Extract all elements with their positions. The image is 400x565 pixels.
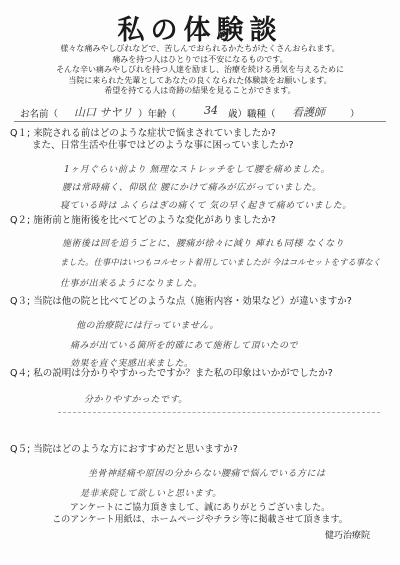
question-line: Q３; 当院は他の院と比べてどのような点（施術内容・効果など）が違いますか?: [10, 296, 352, 307]
job-value: 看護師: [292, 106, 325, 119]
page-title: 私の体験談: [117, 15, 283, 46]
clinic-name: 健巧治療院: [324, 531, 370, 541]
intro-line: そんな辛い痛みやしびれを持つ人達を励まし、治療を続ける勇気を与えるために: [56, 65, 344, 75]
answer-line: 仕事が出来るようになりました。: [60, 279, 203, 289]
answer-line: 効果を直ぐ実感出来ました。: [70, 359, 194, 369]
intro-line: 当院に来られた先輩としてあなたの良くなられた体験談をお願いします。: [68, 75, 332, 85]
name-value: 山口 サヤリ: [74, 106, 133, 119]
info-close: ）: [350, 109, 360, 120]
info-underline: [14, 121, 386, 122]
answer-rule: [58, 412, 380, 413]
answer-line: ました。仕事中はいつもコルセット着用していましたが 今はコルセットをする事なく: [60, 257, 381, 267]
answer-line: 分かりやすかったです。: [84, 395, 188, 405]
answer-line: 施術後は回を追うごとに、腰痛が徐々に減り 痺れも同様 なくなり: [62, 239, 345, 249]
answer-line: 他の治療院には行っていません。: [76, 321, 220, 331]
intro-line: 希望を持てる人は奇跡の結果を見ることができます。: [104, 86, 296, 96]
question-4: [10, 368, 333, 380]
name-label: お名前（: [20, 109, 59, 120]
intro-line: 痛みを持つ人はひとりでは不安になるものです。: [112, 54, 288, 64]
job-label: 歳）職種（: [228, 109, 276, 120]
age-label: ）年齢（: [138, 109, 177, 120]
answer-line: 寝ている時は ふくらはぎの痛くて 気の早く起きて痛めていました。: [60, 201, 352, 211]
answer-line: 坐骨神経痛や原因の分からない腰痛で悩んでいる方には: [88, 469, 326, 479]
footer-line: このアンケート用紙は、ホームページやチラシ等に掲載させて頂きます。: [52, 515, 348, 525]
question-5: [10, 444, 238, 456]
answer-line: 腰は常時痛く、仰臥位 腰にかけて痛みが広がっていました。: [62, 183, 322, 193]
answer-line: 痛みが出ている箇所を的確にあて施術して頂いたので: [70, 341, 299, 351]
intro-text: [20, 44, 380, 97]
answer-line: 是非来院して欲しいと思います。: [80, 489, 222, 499]
question-line: Q２; 施術前と施術後を比べてどのような変化がありましたか?: [10, 215, 276, 226]
footer-note: [0, 502, 400, 526]
respondent-info: [0, 104, 400, 120]
intro-line: 様々な痛みやしびれなどで、苦しんでおられるかたちがたくさんおられます。: [60, 44, 340, 53]
question-2: [10, 215, 276, 227]
footer-line: アンケートにご協力頂きまして、誠にありがとうございました。: [69, 503, 331, 513]
question-line: Q５; 当院はどのような方におすすめだと思いますか?: [10, 444, 238, 455]
answer-line: 1ヶ月ぐらい前より 無理なストレッチをして腰を痛めました。: [64, 165, 330, 175]
age-value: 34: [204, 104, 218, 117]
question-line: Q４; 私の説明は分かりやすかったですか？また私の印象はいかがでしたか?: [10, 368, 333, 379]
question-1: [10, 128, 294, 152]
question-line: Q１; 来院される前はどのような症状で悩まされていましたか?: [10, 128, 276, 139]
question-line: また、日常生活や仕事ではどのような事に困っていましたか?: [32, 140, 294, 151]
question-3: [10, 296, 352, 308]
